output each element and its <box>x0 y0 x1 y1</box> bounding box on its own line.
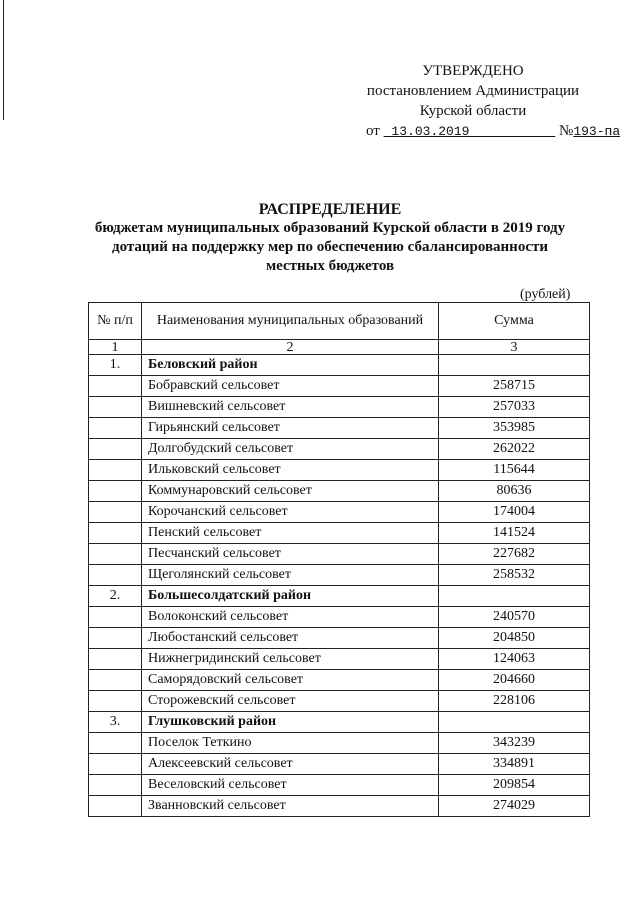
district-sum <box>439 712 590 733</box>
district-sum <box>439 586 590 607</box>
row-number <box>89 376 142 397</box>
municipality-name: Волоконский сельсовет <box>142 607 439 628</box>
row-number <box>89 754 142 775</box>
district-name: Глушковский район <box>142 712 439 733</box>
column-number: 2 <box>142 340 439 355</box>
municipality-sum: 257033 <box>439 397 590 418</box>
municipality-sum: 343239 <box>439 733 590 754</box>
row-number <box>89 544 142 565</box>
header-sum: Сумма <box>439 303 590 340</box>
municipality-name: Долгобудский сельсовет <box>142 439 439 460</box>
row-number <box>89 796 142 817</box>
table-row <box>89 418 590 439</box>
municipality-name: Ильковский сельсовет <box>142 460 439 481</box>
row-number <box>89 607 142 628</box>
municipality-sum: 124063 <box>439 649 590 670</box>
column-number: 1 <box>89 340 142 355</box>
row-number <box>89 649 142 670</box>
table-row <box>89 607 590 628</box>
municipality-name: Званновский сельсовет <box>142 796 439 817</box>
municipality-sum: 141524 <box>439 523 590 544</box>
table-row <box>89 523 590 544</box>
district-name: Большесолдатский район <box>142 586 439 607</box>
date-prefix: от <box>366 123 380 139</box>
district-number: 1. <box>89 355 142 376</box>
table-row <box>89 691 590 712</box>
header-name: Наименования муниципальных образований <box>142 303 439 340</box>
date-value: 13.03.2019 <box>391 124 470 139</box>
table-row <box>89 376 590 397</box>
district-sum <box>439 355 590 376</box>
approval-title: УТВЕРЖДЕНО <box>422 63 524 79</box>
approval-date-number <box>358 121 621 142</box>
table-row <box>89 460 590 481</box>
municipality-name: Веселовский сельсовет <box>142 775 439 796</box>
approval-line: Курской области <box>419 103 527 119</box>
municipality-name: Вишневский сельсовет <box>142 397 439 418</box>
header-number: № п/п <box>89 303 142 340</box>
distribution-table <box>88 302 590 817</box>
column-number: 3 <box>439 340 590 355</box>
row-number <box>89 481 142 502</box>
table-row <box>89 628 590 649</box>
municipality-name: Алексеевский сельсовет <box>142 754 439 775</box>
municipality-sum: 334891 <box>439 754 590 775</box>
municipality-sum: 262022 <box>439 439 590 460</box>
row-number <box>89 565 142 586</box>
district-number: 3. <box>89 712 142 733</box>
approval-stamp <box>358 61 621 142</box>
municipality-name: Нижнегридинский сельсовет <box>142 649 439 670</box>
municipality-name: Бобравский сельсовет <box>142 376 439 397</box>
table-row <box>89 544 590 565</box>
table-header-row <box>89 303 590 340</box>
column-number-row <box>89 340 590 355</box>
table-row <box>89 439 590 460</box>
municipality-sum: 274029 <box>439 796 590 817</box>
row-number <box>89 733 142 754</box>
table-row <box>89 397 590 418</box>
table-row <box>89 649 590 670</box>
district-number: 2. <box>89 586 142 607</box>
row-number <box>89 523 142 544</box>
table-row <box>89 796 590 817</box>
municipality-sum: 204660 <box>439 670 590 691</box>
table-row <box>89 754 590 775</box>
title-heading: РАСПРЕДЕЛЕНИЕ <box>258 201 402 218</box>
table-row <box>89 670 590 691</box>
municipality-sum: 227682 <box>439 544 590 565</box>
title-line: бюджетам муниципальных образований Курской области в 2019 году <box>94 220 566 236</box>
district-row <box>89 712 590 733</box>
municipality-name: Щеголянский сельсовет <box>142 565 439 586</box>
row-number <box>89 439 142 460</box>
municipality-sum: 240570 <box>439 607 590 628</box>
number-value: 193-па <box>573 124 621 139</box>
municipality-name: Сторожевский сельсовет <box>142 691 439 712</box>
district-row <box>89 355 590 376</box>
municipality-sum: 115644 <box>439 460 590 481</box>
table-row <box>89 502 590 523</box>
district-name: Беловский район <box>142 355 439 376</box>
row-number <box>89 418 142 439</box>
title-line: местных бюджетов <box>265 258 395 274</box>
municipality-sum: 209854 <box>439 775 590 796</box>
district-row <box>89 586 590 607</box>
municipality-sum: 258532 <box>439 565 590 586</box>
municipality-name: Песчанский сельсовет <box>142 544 439 565</box>
municipality-sum: 228106 <box>439 691 590 712</box>
table-row <box>89 733 590 754</box>
municipality-sum: 353985 <box>439 418 590 439</box>
row-number <box>89 397 142 418</box>
municipality-sum: 80636 <box>439 481 590 502</box>
number-prefix: № <box>559 123 574 139</box>
table-row <box>89 775 590 796</box>
municipality-name: Гирьянский сельсовет <box>142 418 439 439</box>
municipality-sum: 174004 <box>439 502 590 523</box>
table-body <box>89 355 590 817</box>
municipality-name: Корочанский сельсовет <box>142 502 439 523</box>
title-line: дотаций на поддержку мер по обеспечению сбалансированности <box>111 239 548 255</box>
municipality-name: Любостанский сельсовет <box>142 628 439 649</box>
municipality-name: Саморядовский сельсовет <box>142 670 439 691</box>
municipality-name: Коммунаровский сельсовет <box>142 481 439 502</box>
row-number <box>89 670 142 691</box>
row-number <box>89 460 142 481</box>
row-number <box>89 628 142 649</box>
units-label: (рублей) <box>520 287 571 302</box>
page-edge-mark <box>3 0 4 120</box>
approval-line: постановлением Администрации <box>366 83 580 99</box>
municipality-name: Поселок Теткино <box>142 733 439 754</box>
row-number <box>89 502 142 523</box>
document-title <box>60 200 600 276</box>
row-number <box>89 691 142 712</box>
table-row <box>89 565 590 586</box>
row-number <box>89 775 142 796</box>
municipality-name: Пенский сельсовет <box>142 523 439 544</box>
municipality-sum: 204850 <box>439 628 590 649</box>
table-row <box>89 481 590 502</box>
municipality-sum: 258715 <box>439 376 590 397</box>
